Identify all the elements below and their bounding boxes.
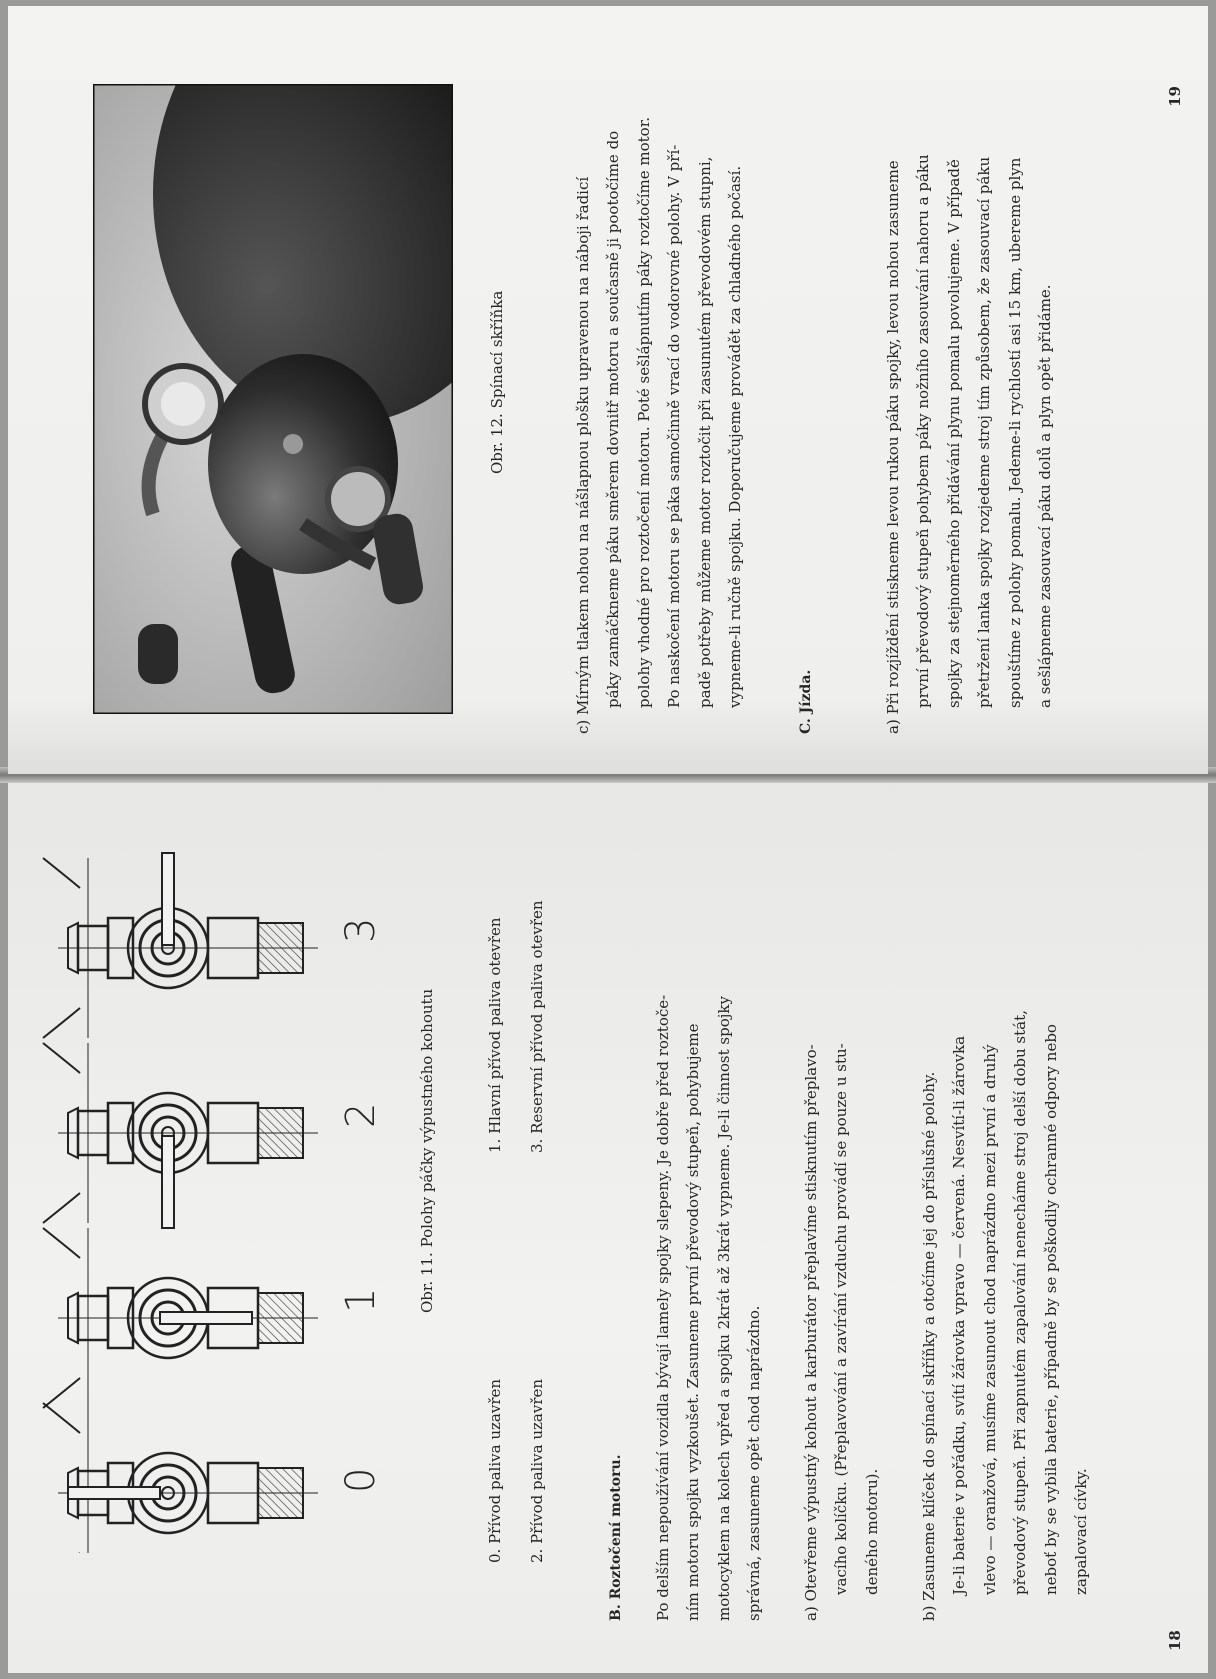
text-line: Po naskočení motoru se páka samočinně vrací do vodorovné polohy. V pří-: [665, 144, 684, 708]
right-page: [8, 6, 1208, 774]
legend-item-0: 0. Přívod paliva uzavřen: [486, 1378, 504, 1563]
legend-item-3: 3. Reservní přívod paliva otevřen: [528, 900, 546, 1153]
figure-label-1: 1: [338, 1287, 384, 1313]
section-c-heading: C. Jízda.: [798, 669, 814, 734]
text-line: a) Při rozjíždění stiskneme levou rukou páku spojky, levou nohou zasuneme: [884, 160, 902, 734]
text-line: zapalovací cívky.: [1072, 1468, 1091, 1595]
figure-label-3: 3: [338, 917, 384, 943]
text-line: správná, zasuneme opět chod naprázdno.: [745, 1305, 764, 1621]
text-line: spojky za stejnoměrného přidávání plynu pomalu povolujeme. V případě: [944, 159, 963, 708]
figure-12-caption: Obr. 12. Spínací skříňka: [488, 290, 506, 474]
tap-position-2: [43, 1043, 318, 1228]
page-number-right: 19: [1166, 86, 1184, 107]
text-line: padě potřeby můžeme motor roztočit při zasunutém převodovém stupni,: [695, 156, 714, 708]
tap-position-1: [43, 1228, 318, 1408]
text-line: b) Zasuneme klíček do spínací skříňky a otočíme jej do příslušné polohy.: [920, 1071, 938, 1621]
text-line: Po delším nepoužívání vozidla bývají lamely spojky slepeny. Je dobře před roztoče-: [654, 994, 672, 1621]
text-line: a) Otevřeme výpustný kohout a karburátor přeplavíme stisknutím přeplavo-: [802, 1044, 820, 1621]
text-line: polohy vhodné pro roztočení motoru. Poté sešlápnutím páky roztočíme motor.: [634, 116, 653, 708]
item-c-a-paragraph: [878, 58, 1060, 734]
section-b-intro: [648, 831, 770, 1621]
text-line: přetržení lanka spojky rozjedeme stroj tím způsobem, že zasouvací páku: [975, 156, 994, 708]
text-line: a sešlápneme zasouvací páku dolů a plyn opět přidáme.: [1036, 284, 1055, 708]
text-line: vypneme-li ručně spojku. Doporučujeme provádět za chladného počasí.: [726, 165, 745, 708]
text-line: vlevo — oranžová, musíme zasunout chod naprázdno mezi první a druhý: [980, 1044, 999, 1595]
page-number-left: 18: [1166, 1630, 1184, 1651]
legend-item-1: 2. Přívod paliva uzavřen: [528, 1378, 546, 1563]
legend-item-2: 1. Hlavní přívod paliva otevřen: [486, 917, 504, 1153]
section-b-heading: B. Roztočení motoru.: [608, 1454, 624, 1621]
text-line: c) Mírným tlakem nohou na nášlapnou plošku upravenou na náboji řadicí: [574, 176, 592, 734]
figure-11-caption: Obr. 11. Polohy páčky výpustného kohoutu: [418, 988, 436, 1313]
switch-box-photo: [93, 84, 453, 714]
figure-label-0: 0: [338, 1467, 384, 1493]
tap-position-0: [43, 1403, 318, 1553]
text-line: deného motoru).: [862, 1468, 881, 1595]
text-line: převodový stupeň. Při zapnutém zapalování nenecháme stroj delší dobu stát,: [1011, 1010, 1030, 1595]
item-a-paragraph: [796, 805, 887, 1621]
text-line: ním motoru spojku vyzkoušet. Zasuneme první převodový stupeň, pohybujeme: [684, 1023, 703, 1621]
text-line: Je-li baterie v pořádku, svítí žárovka vpravo — červená. Nesvítí-li žárovka: [950, 1035, 969, 1595]
tap-positions-figure: [28, 833, 388, 1553]
item-c-paragraph: [568, 58, 750, 734]
item-b-paragraph: [914, 805, 1096, 1621]
text-line: neboť by se vybila baterie, případně by se poškodily ochranné odpory nebo: [1041, 1024, 1060, 1595]
text-line: vacího kolíčku. (Přeplavování a zavírání vzduchu provádí se pouze u stu-: [832, 1043, 851, 1595]
text-line: motocyklem na kolech vpřed a spojku 2krát až 3krát vypneme. Je-li činnost spojky: [714, 996, 733, 1621]
text-line: první převodový stupeň pohybem páky nožního zasouvání nahoru a páku: [914, 154, 933, 708]
text-line: spouštíme z polohy pomalu. Jedeme-li rychlostí asi 15 km, ubereme plyn: [1005, 157, 1024, 708]
tap-position-3: [43, 853, 318, 1038]
text-line: páky zamáčkneme páku směrem dovnitř motoru a současně ji pootočíme do: [604, 130, 623, 708]
left-page: [8, 773, 1208, 1673]
figure-label-2: 2: [338, 1102, 384, 1128]
